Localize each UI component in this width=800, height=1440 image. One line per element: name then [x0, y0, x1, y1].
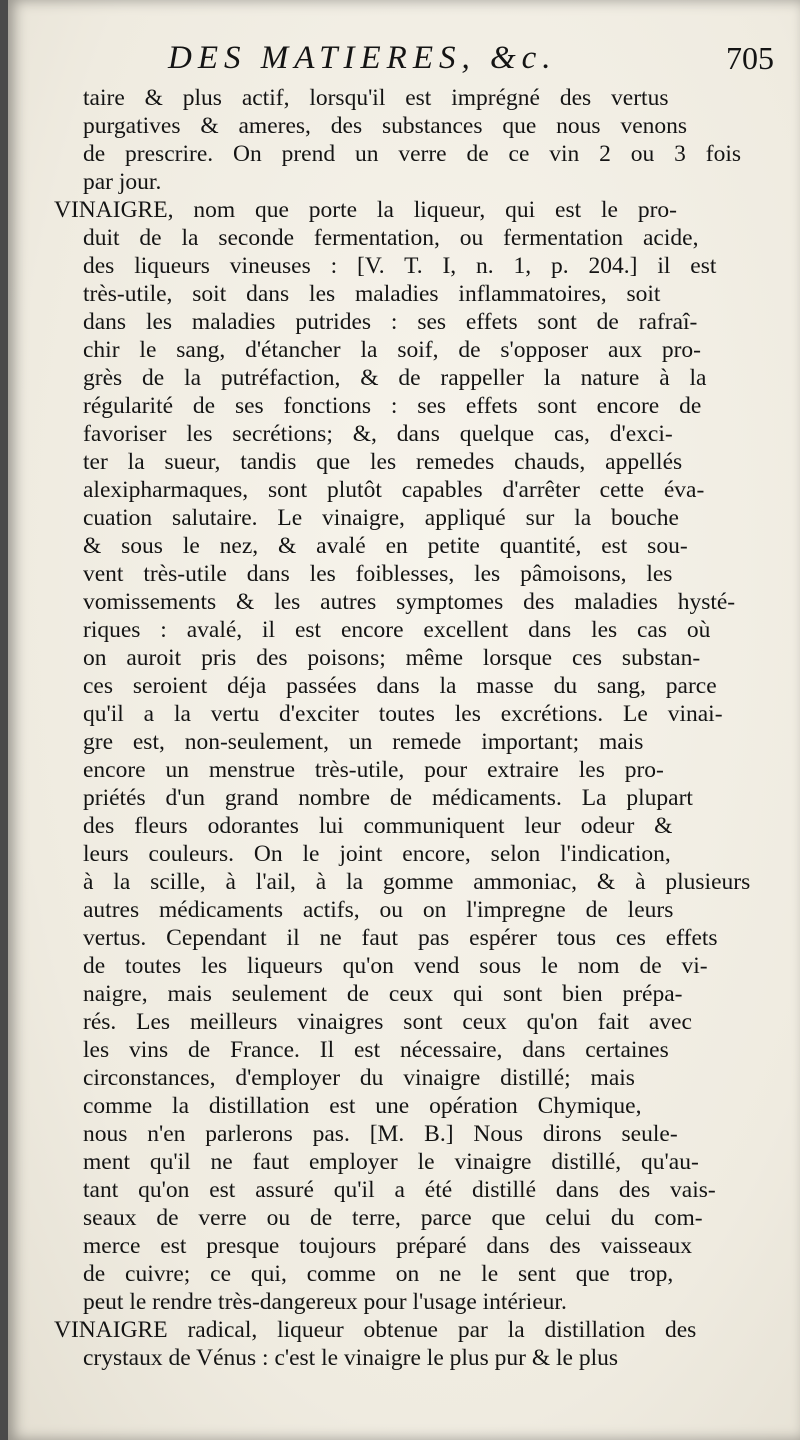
text-line: vomissements & les autres symptomes des maladies hysté-	[83, 589, 736, 615]
text-line: purgatives & ameres, des substances que nous venons	[83, 113, 688, 139]
text-line: on auroit pris des poisons; même lorsque ces substan-	[83, 645, 701, 671]
text-line: rés. Les meilleurs vinaigres sont ceux qu'on fait avec	[83, 1009, 692, 1035]
text-line: duit de la seconde fermentation, ou fermentation acide,	[83, 225, 699, 251]
text-line: de toutes les liqueurs qu'on vend sous le nom de vi-	[83, 953, 708, 979]
text-line: les vins de France. Il est nécessaire, dans certaines	[83, 1037, 669, 1063]
text-line: encore un menstrue très-utile, pour extraire les pro-	[83, 757, 664, 783]
text-line: des fleurs odorantes lui communiquent leur odeur &	[83, 813, 673, 839]
text-line: gre est, non-seulement, un remede important; mais	[83, 729, 644, 755]
running-head	[8, 40, 800, 90]
text-line: ter la sueur, tandis que les remedes chauds, appellés	[83, 449, 683, 475]
book-page	[8, 0, 800, 1440]
text-line: par jour.	[83, 169, 162, 195]
text-line: à la scille, à l'ail, à la gomme ammoniac, & à plusieurs	[83, 869, 751, 895]
running-head-title: DES MATIERES, &c.	[168, 40, 557, 76]
text-line: seaux de verre ou de terre, parce que celui du com-	[83, 1205, 703, 1231]
text-line: crystaux de Vénus : c'est le vinaigre le plus pur & le plus	[83, 1345, 619, 1371]
text-line: régularité de ses fonctions : ses effets sont encore de	[83, 393, 702, 419]
text-line: leurs couleurs. On le joint encore, selon l'indication,	[83, 841, 671, 867]
text-line: merce est presque toujours préparé dans des vaisseaux	[83, 1233, 692, 1259]
text-line: de cuivre; ce qui, comme on ne le sent que trop,	[83, 1261, 674, 1287]
page-number: 705	[726, 40, 774, 76]
text-line: alexipharmaques, sont plutôt capables d'arrêter cette éva-	[83, 477, 705, 503]
text-line: naigre, mais seulement de ceux qui sont bien prépa-	[83, 981, 683, 1007]
text-line: dans les maladies putrides : ses effets sont de rafraî-	[83, 309, 698, 335]
text-line: chir le sang, d'étancher la soif, de s'opposer aux pro-	[83, 337, 702, 363]
text-line: VINAIGRE, nom que porte la liqueur, qui est le pro-	[54, 197, 678, 223]
text-line: riques : avalé, il est encore excellent dans les cas où	[83, 617, 711, 643]
text-line: qu'il a la vertu d'exciter toutes les excrétions. Le vinai-	[83, 701, 723, 727]
text-line: grès de la putréfaction, & de rappeller la nature à la	[83, 365, 707, 391]
text-line: des liqueurs vineuses : [V. T. I, n. 1, p. 204.] il est	[83, 253, 717, 279]
text-line: favoriser les secrétions; &, dans quelque cas, d'exci-	[83, 421, 673, 447]
text-line: de prescrire. On prend un verre de ce vin 2 ou 3 fois	[83, 141, 742, 167]
text-line: priétés d'un grand nombre de médicaments. La plupart	[83, 785, 693, 811]
text-line: autres médicaments actifs, ou on l'impregne de leurs	[83, 897, 674, 923]
text-line: taire & plus actif, lorsqu'il est imprégné des vertus	[83, 85, 669, 111]
text-line: vertus. Cependant il ne faut pas espérer tous ces effets	[83, 925, 718, 951]
text-line: circonstances, d'employer du vinaigre distillé; mais	[83, 1065, 635, 1091]
text-line: très-utile, soit dans les maladies inflammatoires, soit	[83, 281, 661, 307]
text-line: ces seroient déja passées dans la masse du sang, parce	[83, 673, 717, 699]
text-line: cuation salutaire. Le vinaigre, appliqué sur la bouche	[83, 505, 679, 531]
text-line: vent très-utile dans les foiblesses, les pâmoisons, les	[83, 561, 673, 587]
text-line: & sous le nez, & avalé en petite quantité, est sou-	[83, 533, 688, 559]
text-line: peut le rendre très-dangereux pour l'usage intérieur.	[83, 1289, 567, 1315]
text-line: ment qu'il ne faut employer le vinaigre distillé, qu'au-	[83, 1149, 699, 1175]
text-line: VINAIGRE radical, liqueur obtenue par la distillation des	[54, 1317, 697, 1343]
text-line: tant qu'on est assuré qu'il a été distillé dans des vais-	[83, 1177, 716, 1203]
text-line: comme la distillation est une opération Chymique,	[83, 1093, 642, 1119]
text-line: nous n'en parlerons pas. [M. B.] Nous dirons seule-	[83, 1121, 678, 1147]
